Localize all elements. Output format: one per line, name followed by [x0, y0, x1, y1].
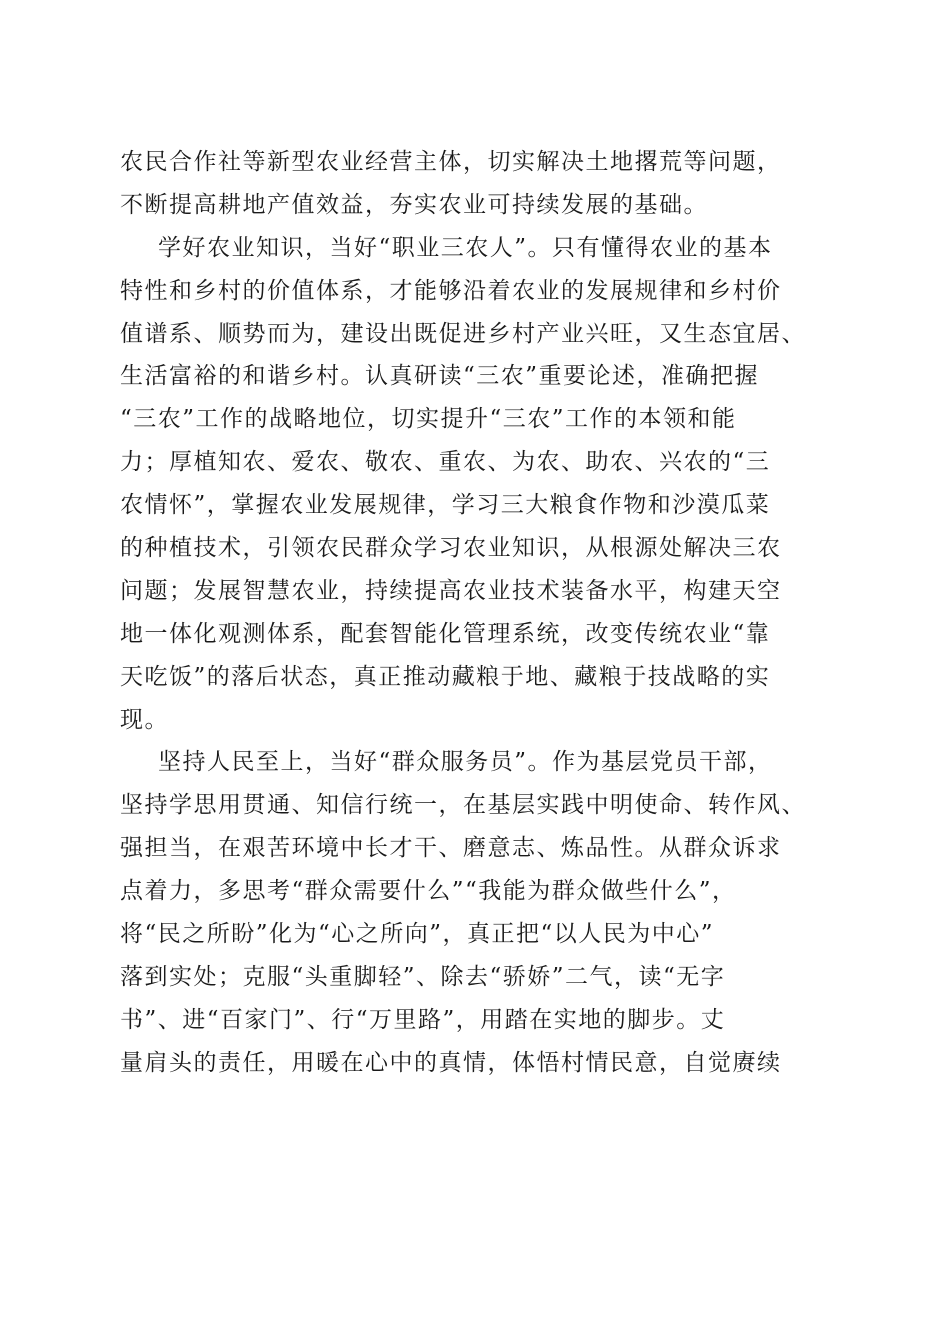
text-line-6: 生活富裕的和谐乡村。认真研读“三农”重要论述，准确把握: [120, 363, 760, 390]
text-line-7: “三农”工作的战略地位，切实提升“三农”工作的本领和能: [120, 406, 737, 433]
text-line-18: 点着力，多思考“群众需要什么”“我能为群众做些什么”，: [120, 878, 737, 905]
text-line-22: 量肩头的责任，用暖在心中的真情，体悟村情民意，自觉赓续: [120, 1049, 782, 1076]
text-line-4: 特性和乡村的价值体系，才能够沿着农业的发展规律和乡村价: [120, 277, 782, 304]
text-line-9: 农情怀”，掌握农业发展规律，学习三大粮食作物和沙漠瓜菜: [120, 492, 771, 519]
body-text: [120, 141, 840, 1085]
text-line-5: 值谱系、顺势而为，建设出既促进乡村产业兴旺，又生态宜居、: [120, 320, 806, 347]
text-line-14: 现。: [120, 706, 169, 733]
text-line-20: 落到实处；克服“头重脚轻”、除去“骄娇”二气，读“无字: [120, 963, 726, 990]
text-line-11: 问题；发展智慧农业，持续提高农业技术装备水平，构建天空: [120, 577, 782, 604]
paragraph-heading-line: 坚持人民至上，当好“群众服务员”。作为基层党员干部，: [158, 749, 773, 776]
text-line-13: 天吃饭”的落后状态，真正推动藏粮于地、藏粮于技战略的实: [120, 663, 771, 690]
paragraph-heading-line: 学好农业知识，当好“职业三农人”。只有懂得农业的基本: [158, 234, 773, 261]
text-line-12: 地一体化观测体系，配套智能化管理系统，改变传统农业“靠: [120, 620, 771, 647]
text-line-16: 坚持学思用贯通、知信行统一，在基层实践中明使命、转作风、: [120, 792, 806, 819]
text-line-19: 将“民之所盼”化为“心之所向”，真正把“以人民为中心”: [120, 921, 715, 948]
text-line-2: 不断提高耕地产值效益，夯实农业可持续发展的基础。: [120, 191, 708, 218]
text-line-10: 的种植技术，引领农民群众学习农业知识，从根源处解决三农: [120, 535, 782, 562]
text-line-8: 力；厚植知农、爱农、敬农、重农、为农、助农、兴农的“三: [120, 449, 771, 476]
text-line-17: 强担当，在艰苦环境中长才干、磨意志、炼品性。从群众诉求: [120, 835, 782, 862]
text-line-1: 农民合作社等新型农业经营主体，切实解决土地撂荒等问题，: [120, 149, 782, 175]
text-line-21: 书”、进“百家门”、行“万里路”，用踏在实地的脚步。丈: [120, 1006, 726, 1033]
